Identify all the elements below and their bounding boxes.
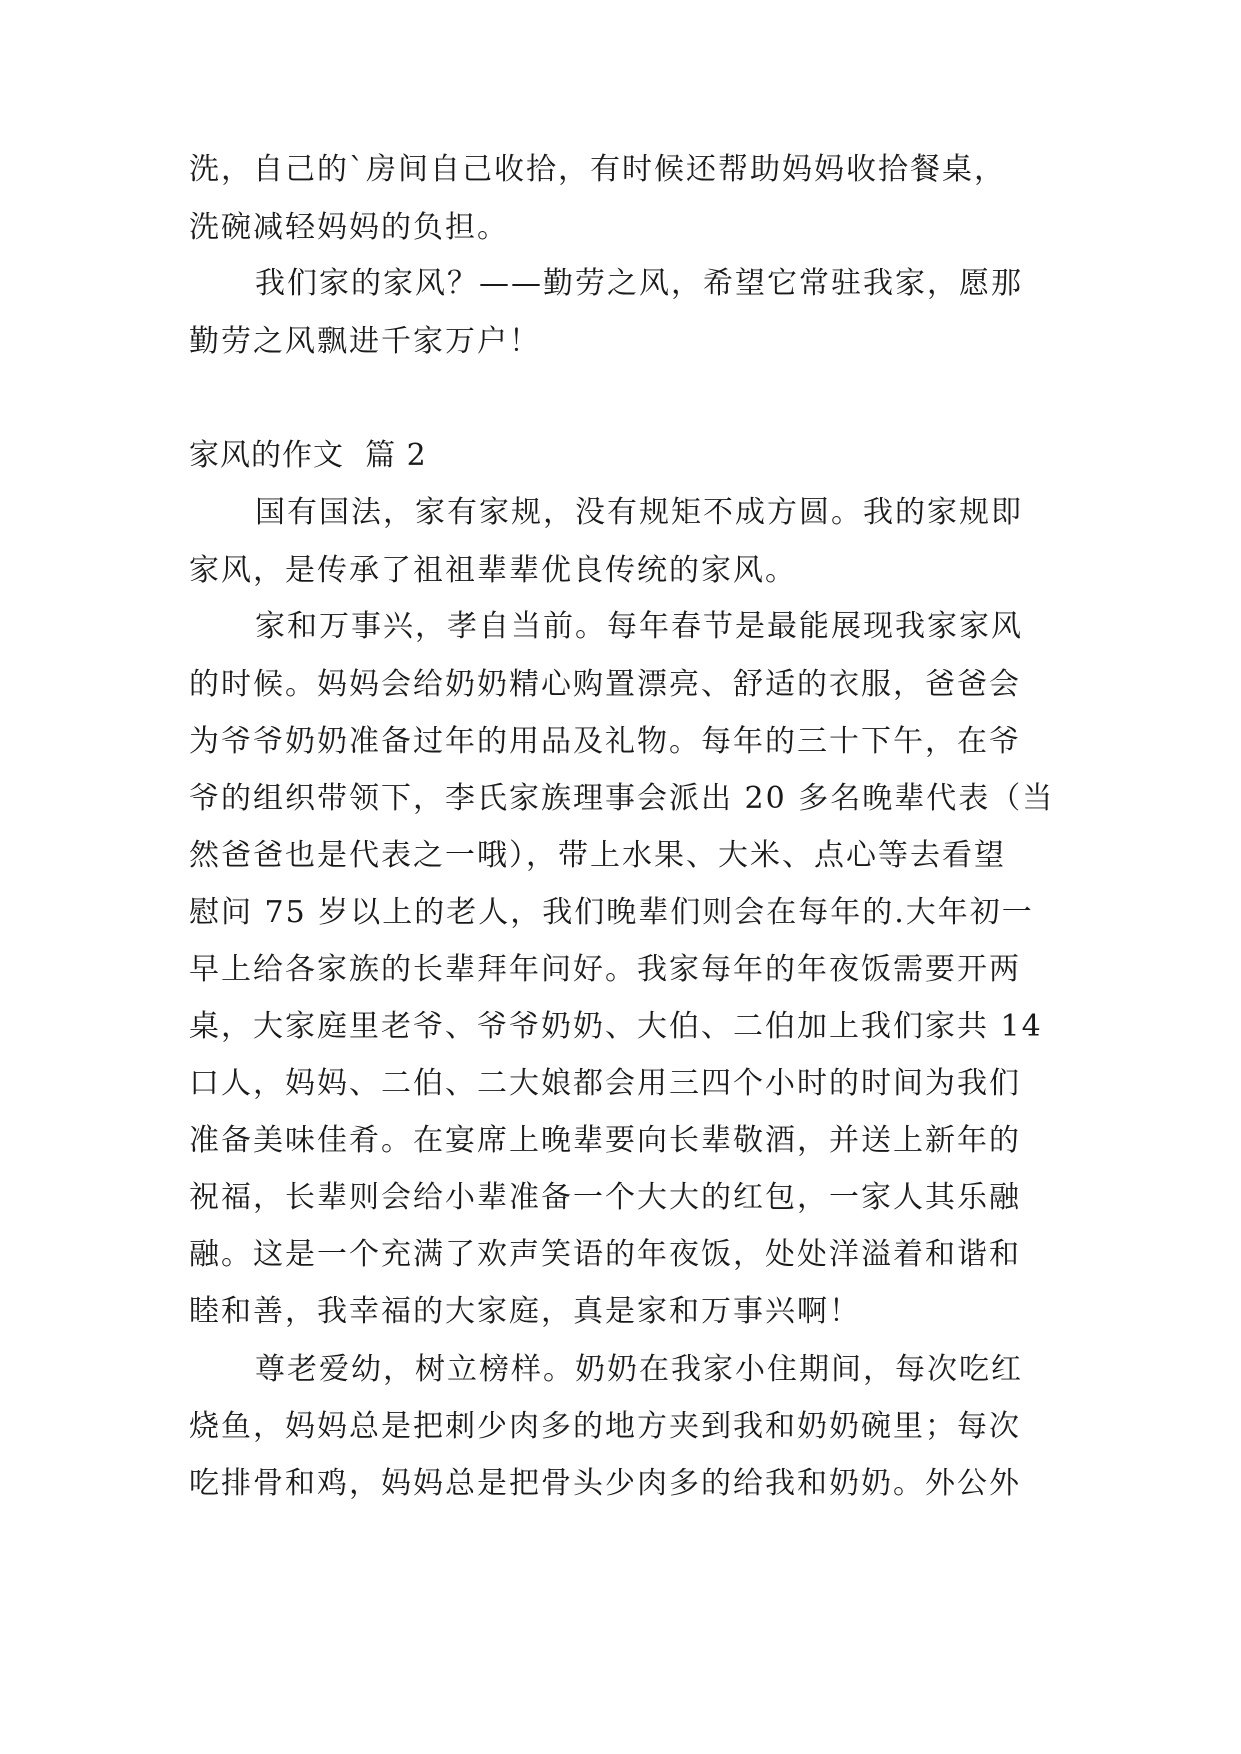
- text-line: 的时候。妈妈会给奶奶精心购置漂亮、舒适的衣服，爸爸会: [189, 667, 1021, 702]
- text-line: 家和万事兴，孝自当前。每年春节是最能展现我家家风: [255, 609, 1023, 644]
- text-line: 国有国法，家有家规，没有规矩不成方圆。我的家规即: [255, 495, 1023, 530]
- text-line: 桌，大家庭里老爷、爷爷奶奶、大伯、二伯加上我们家共 14: [189, 1009, 1043, 1044]
- text-line: 口人，妈妈、二伯、二大娘都会用三四个小时的时间为我们: [189, 1066, 1021, 1101]
- text-line: 为爷爷奶奶准备过年的用品及礼物。每年的三十下午，在爷: [189, 724, 1021, 759]
- text-line: 睦和善，我幸福的大家庭，真是家和万事兴啊！: [189, 1294, 861, 1329]
- text-line: 烧鱼，妈妈总是把刺少肉多的地方夹到我和奶奶碗里；每次: [189, 1409, 1021, 1444]
- text-line: 准备美味佳肴。在宴席上晚辈要向长辈敬酒，并送上新年的: [189, 1123, 1021, 1158]
- text-line: 早上给各家族的长辈拜年问好。我家每年的年夜饭需要开两: [189, 952, 1021, 987]
- text-line: 尊老爱幼，树立榜样。奶奶在我家小住期间，每次吃红: [255, 1352, 1023, 1387]
- text-line: 吃排骨和鸡，妈妈总是把骨头少肉多的给我和奶奶。外公外: [189, 1466, 1021, 1501]
- section-heading: 家风的作文 篇 2: [189, 438, 427, 473]
- text-line: 爷的组织带领下，李氏家族理事会派出 20 多名晚辈代表（当: [189, 781, 1055, 816]
- text-line: 慰问 75 岁以上的老人，我们晚辈们则会在每年的.大年初一: [189, 895, 1034, 930]
- text-line: 融。这是一个充满了欢声笑语的年夜饭，处处洋溢着和谐和: [189, 1237, 1021, 1272]
- text-line: 祝福，长辈则会给小辈准备一个大大的红包，一家人其乐融: [189, 1180, 1021, 1215]
- text-line: 洗，自己的`房间自己收拾，有时候还帮助妈妈收拾餐桌，: [189, 152, 1006, 187]
- text-line: 勤劳之风飘进千家万户！: [189, 324, 541, 359]
- text-line: 家风，是传承了祖祖辈辈优良传统的家风。: [189, 553, 797, 588]
- text-line: 洗碗减轻妈妈的负担。: [189, 210, 509, 245]
- text-line: 我们家的家风？——勤劳之风，希望它常驻我家，愿那: [255, 266, 1023, 301]
- text-line: 然爸爸也是代表之一哦），带上水果、大米、点心等去看望: [189, 838, 1006, 873]
